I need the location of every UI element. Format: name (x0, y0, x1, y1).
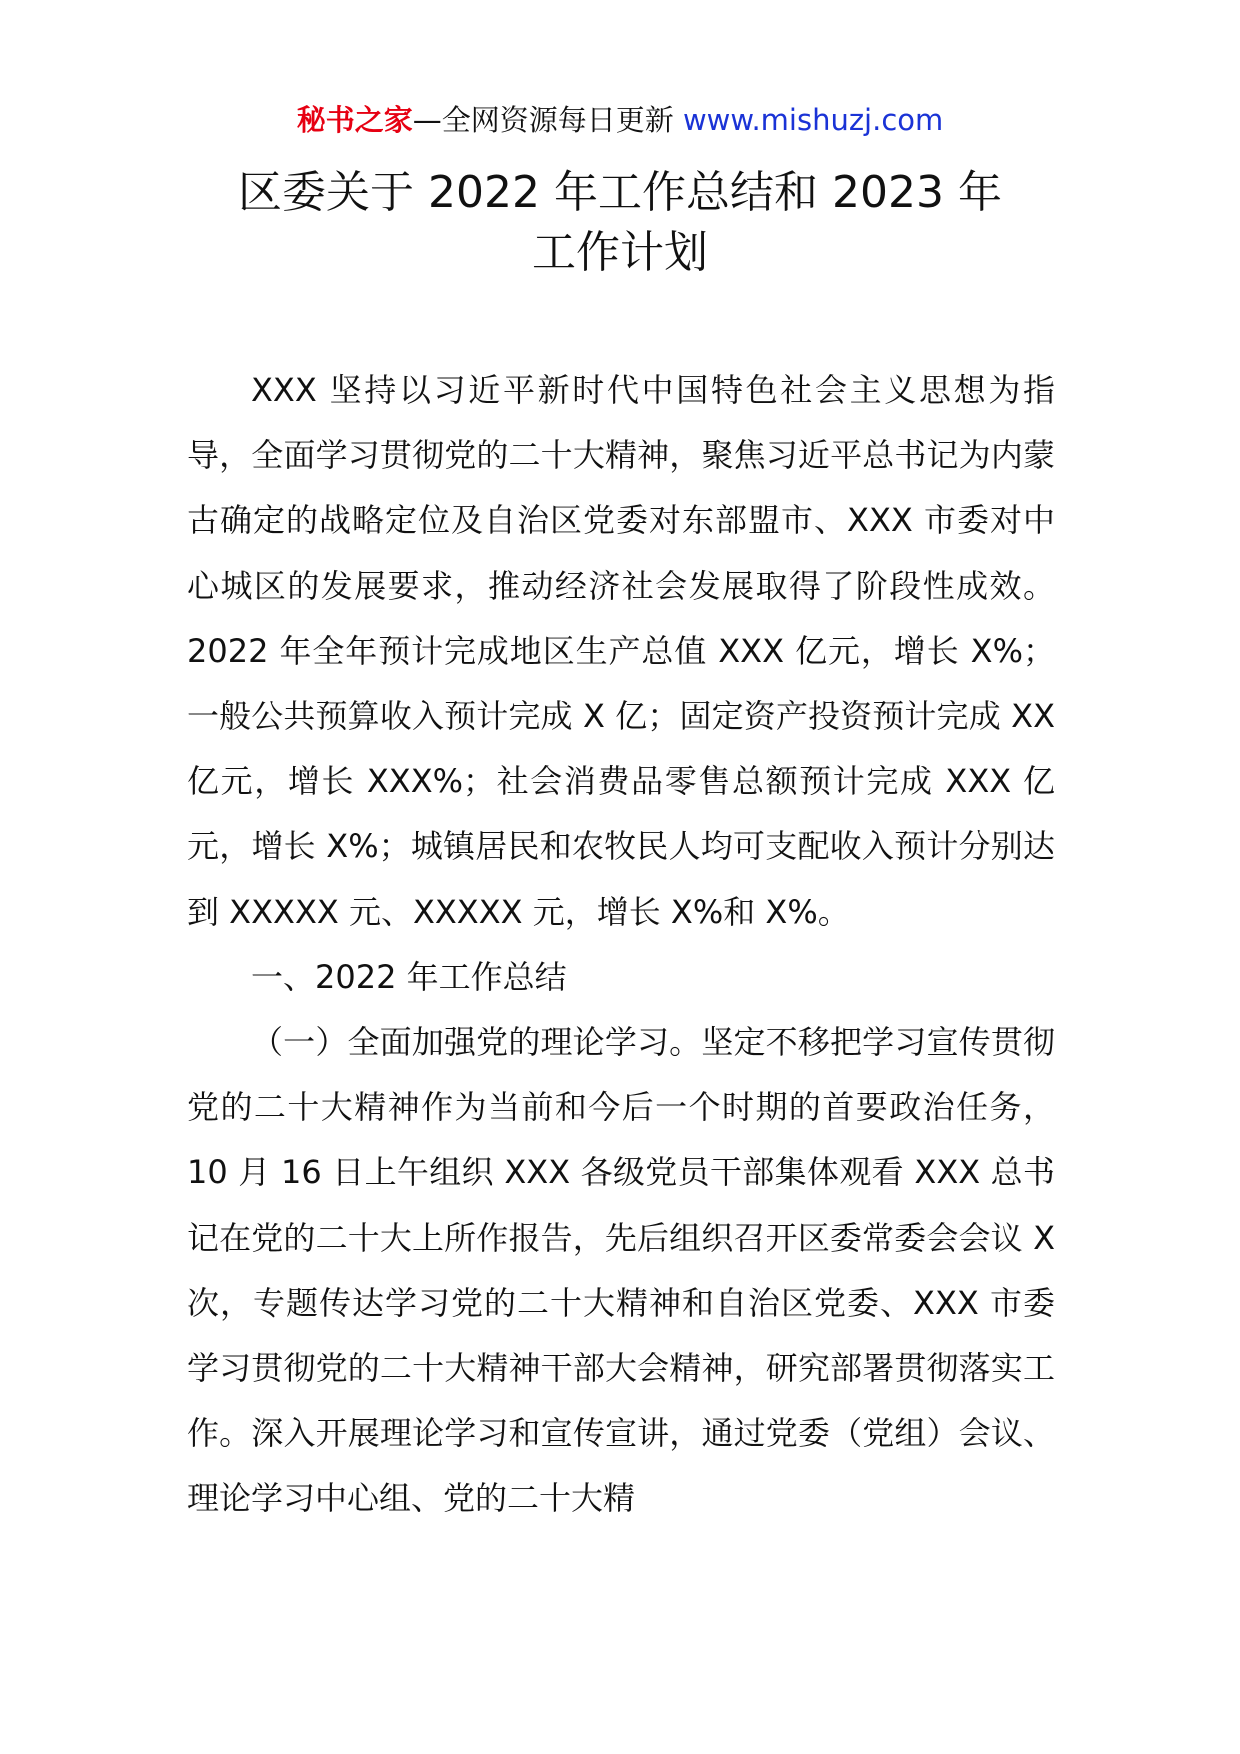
document-title (0, 163, 1240, 283)
site-slogan: —全网资源每日更新 (412, 103, 683, 137)
site-url-link[interactable]: www.mishuzj.com (682, 103, 944, 137)
section-paragraph: （一）全面加强党的理论学习。坚定不移把学习宣传贯彻党的二十大精神作为当前和今后一个时期的首要政治任务，10 月 16 日上午组织 XXX 各级党员干部集体观看 XXX 总书记在党的二十大上所作报告，先后组织召开区委常委会会议 X 次，专题传达学习党的二十大精神和自治区党委、XXX 市委学习贯彻党的二十大精神干部大会精神，研究部署贯彻落实工作。深入开展理论学习和宣传宣讲，通过党委（党组）会议、理论学习中心组、党的二十大精 (187, 1023, 1055, 1518)
intro-paragraph: XXX 坚持以习近平新时代中国特色社会主义思想为指导，全面学习贯彻党的二十大精神，聚焦习近平总书记为内蒙古确定的战略定位及自治区党委对东部盟市、XXX 市委对中心城区的发展要求，推动经济社会发展取得了阶段性成效。2022 年全年预计完成地区生产总值 XXX 亿元，增长 X%；一般公共预算收入预计完成 X 亿；固定资产投资预计完成 XX 亿元，增长 XXX%；社会消费品零售总额预计完成 XXX 亿元，增长 X%；城镇居民和农牧民人均可支配收入预计分别达到 XXXXX 元、XXXXX 元，增长 X%和 X%。 (187, 371, 1055, 931)
document-body (187, 358, 1055, 1532)
section-heading: 一、2022 年工作总结 (251, 957, 567, 996)
site-header (0, 100, 1240, 140)
title-line-1: 区委关于 2022 年工作总结和 2023 年 (238, 167, 1002, 218)
site-brand: 秘书之家 (296, 103, 413, 137)
title-line-2: 工作计划 (532, 227, 708, 278)
